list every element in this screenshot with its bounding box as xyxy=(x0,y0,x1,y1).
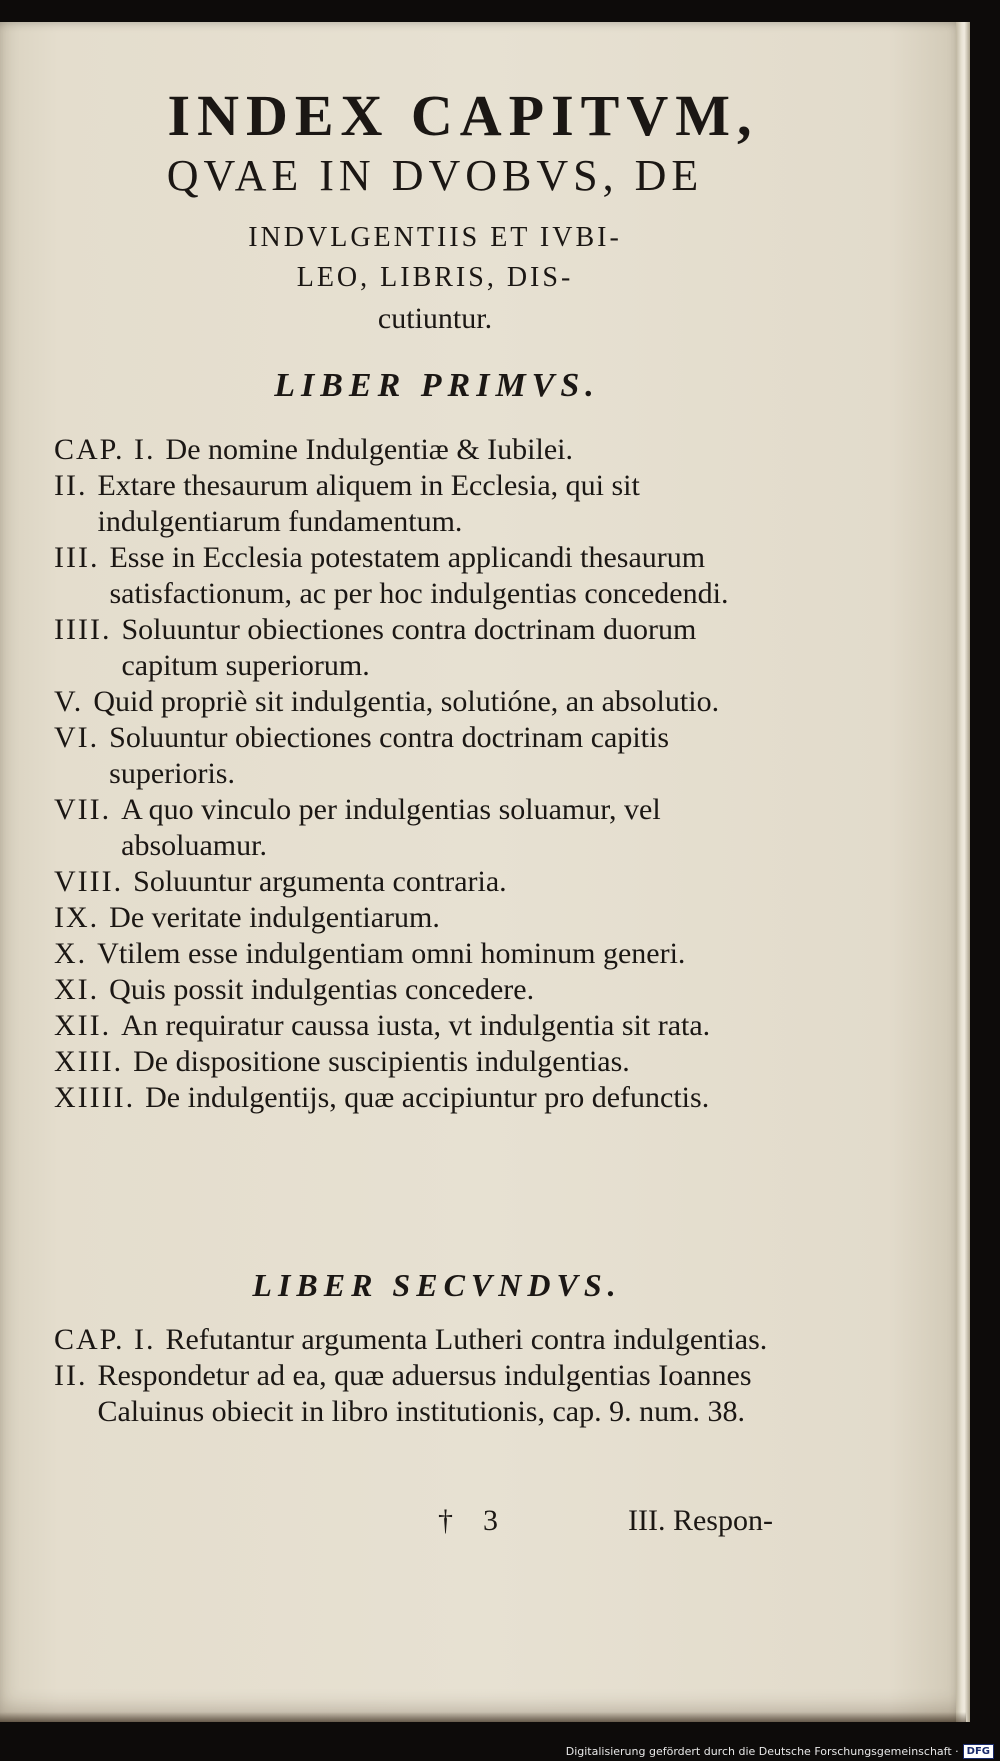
quire-number: 3 xyxy=(483,1504,498,1537)
book-2-chapter-list xyxy=(54,1322,784,1430)
index-title-line-3: INDVLGENTIIS ET IVBI- xyxy=(248,222,622,253)
chapter-title: Esse in Ecclesia potestatem applicandi thesaurum satisfactionum, ac per hoc indulgentias concedendi. xyxy=(109,541,729,610)
chapter-entry xyxy=(54,864,784,900)
chapter-entry xyxy=(54,1080,784,1116)
chapter-entry xyxy=(54,684,784,720)
chapter-title: Refutantur argumenta Lutheri contra indulgentias. xyxy=(165,1323,768,1356)
chapter-entry xyxy=(54,1044,784,1080)
chapter-entry xyxy=(54,1322,784,1358)
chapter-number: VI. xyxy=(54,721,100,754)
chapter-entry xyxy=(54,720,784,792)
chapter-title: Soluuntur obiectiones contra doctrinam capitis superioris. xyxy=(109,721,670,790)
chapter-title: Extare thesaurum aliquem in Ecclesia, qui sit indulgentiarum fundamentum. xyxy=(97,469,640,538)
chapter-number: CAP. I. xyxy=(54,433,156,466)
chapter-number: X. xyxy=(54,937,88,970)
book-1-chapter-list xyxy=(54,432,784,1116)
chapter-number: IX. xyxy=(54,901,100,934)
chapter-entry xyxy=(54,900,784,936)
chapter-entry xyxy=(54,468,784,540)
book-2-heading: LIBER SECVNDVS. xyxy=(252,1267,622,1303)
chapter-entry xyxy=(54,540,784,612)
book-page xyxy=(0,22,966,1722)
chapter-number: II. xyxy=(54,1359,88,1392)
chapter-title: Quis possit indulgentias concedere. xyxy=(109,973,535,1006)
chapter-entry xyxy=(54,936,784,972)
chapter-number: XII. xyxy=(54,1009,112,1042)
chapter-entry xyxy=(54,972,784,1008)
chapter-title: A quo vinculo per indulgentias soluamur, vel absoluamur. xyxy=(121,793,661,862)
chapter-title: Respondetur ad ea, quæ aduersus indulgentias Ioannes Caluinus obiecit in libro institutionis, cap. 9. num. 38. xyxy=(97,1359,752,1428)
chapter-number: VIII. xyxy=(54,865,124,898)
chapter-title: Vtilem esse indulgentiam omni hominum generi. xyxy=(97,937,686,970)
chapter-title: Quid propriè sit indulgentia, solutióne, an absolutio. xyxy=(93,685,720,718)
index-title-line-1: INDEX CAPITVM, xyxy=(167,83,759,148)
chapter-number: XIIII. xyxy=(54,1081,136,1114)
chapter-title: An requiratur caussa iusta, vt indulgentia sit rata. xyxy=(121,1009,711,1042)
catchword: III. Respon- xyxy=(628,1504,773,1537)
chapter-number: CAP. I. xyxy=(54,1323,156,1356)
chapter-title: Soluuntur obiectiones contra doctrinam duorum capitum superiorum. xyxy=(121,613,697,682)
index-title-line-2: QVAE IN DVOBVS, DE xyxy=(166,151,704,200)
chapter-number: XIII. xyxy=(54,1045,124,1078)
chapter-entry xyxy=(54,1008,784,1044)
chapter-number: II. xyxy=(54,469,88,502)
chapter-number: VII. xyxy=(54,793,112,826)
chapter-number: IIII. xyxy=(54,613,112,646)
chapter-number: III. xyxy=(54,541,100,574)
index-title-line-5: cutiuntur. xyxy=(377,302,493,335)
chapter-title: De veritate indulgentiarum. xyxy=(109,901,440,934)
page-edge xyxy=(956,22,970,1722)
chapter-title: De dispositione suscipientis indulgentias. xyxy=(133,1045,630,1078)
chapter-entry xyxy=(54,792,784,864)
signature-mark: † xyxy=(438,1504,453,1537)
chapter-entry xyxy=(54,432,784,468)
chapter-title: Soluuntur argumenta contraria. xyxy=(133,865,507,898)
page-bottom-shadow xyxy=(0,1712,966,1722)
chapter-entry xyxy=(54,612,784,684)
index-title-line-4: LEO, LIBRIS, DIS- xyxy=(296,262,574,293)
chapter-title: De nomine Indulgentiæ & Iubilei. xyxy=(165,433,573,466)
chapter-entry xyxy=(54,1358,784,1430)
credit-text: Digitalisierung gefördert durch die Deutsche Forschungsgemeinschaft · xyxy=(565,1745,959,1758)
digitization-credit xyxy=(566,1744,994,1759)
chapter-number: V. xyxy=(54,685,84,718)
chapter-title: De indulgentijs, quæ accipiuntur pro defunctis. xyxy=(145,1081,710,1114)
dfg-logo: DFG xyxy=(963,1744,994,1759)
book-1-heading: LIBER PRIMVS. xyxy=(274,367,600,404)
chapter-number: XI. xyxy=(54,973,100,1006)
